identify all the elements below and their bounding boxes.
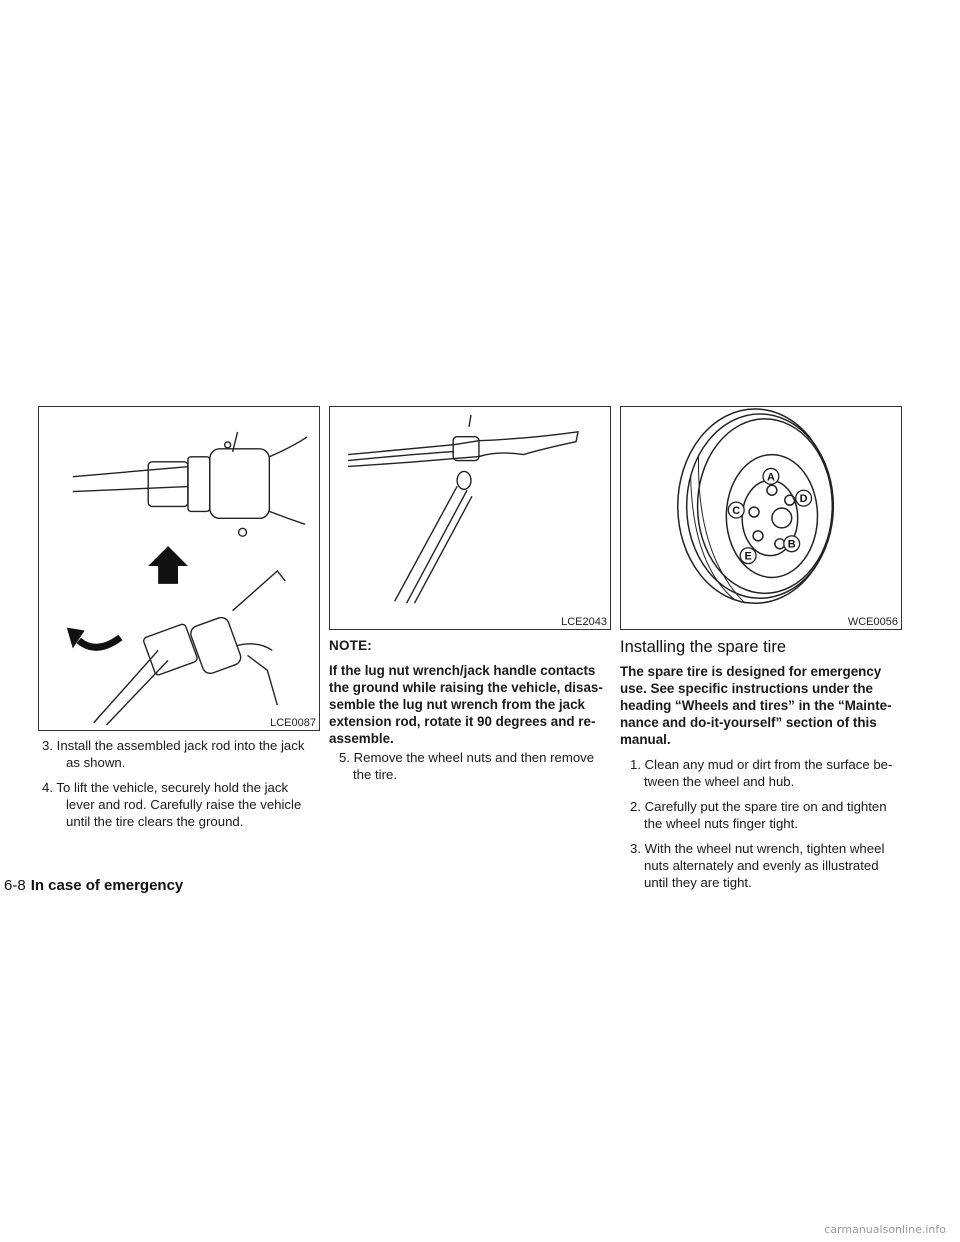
note-heading: NOTE: [329, 638, 372, 653]
step-list [620, 756, 902, 891]
footer-section-title: In case of emergency [30, 877, 184, 894]
figure-code: LCE0087 [270, 717, 316, 729]
figure-spare-tire [620, 406, 902, 630]
column-left [38, 406, 320, 838]
step-3: 3. Install the assembled jack rod into the jack as shown. [42, 738, 305, 770]
spare-tire-illustration [621, 407, 901, 629]
step-list [329, 749, 611, 783]
label-a: A [766, 471, 775, 484]
watermark: carmanualsonline.info [824, 1223, 946, 1236]
page-footer [4, 877, 183, 894]
page-number: 6-8 [4, 877, 26, 894]
up-arrow-icon [148, 546, 188, 584]
step-3: 3. With the wheel nut wrench, tighten wheel nuts alternately and evenly as illustrated until they are tight. [630, 841, 885, 890]
section-title: Installing the spare tire [620, 638, 787, 656]
note-text: If the lug nut wrench/jack handle contacts the ground while raising the vehicle, disas-semble the lug nut wrench from the jack extension rod, rotate it 90 degrees and re-assemble. [329, 663, 603, 746]
rotate-arrow-icon [79, 638, 121, 648]
figure-jack-rod [38, 406, 320, 731]
column-right [620, 406, 902, 899]
step-list [38, 737, 320, 830]
figure-code: WCE0056 [847, 616, 898, 628]
figure-code: LCE2043 [561, 616, 607, 628]
step-2: 2. Carefully put the spare tire on and tighten the wheel nuts finger tight. [630, 799, 887, 831]
column-middle [329, 406, 611, 791]
label-e: E [744, 550, 752, 563]
label-c: C [732, 505, 741, 518]
jack-rod-illustration [39, 407, 319, 730]
lug-wrench-illustration [330, 407, 610, 629]
figure-lug-wrench [329, 406, 611, 630]
step-1: 1. Clean any mud or dirt from the surface be-tween the wheel and hub. [630, 757, 893, 789]
label-d: D [799, 493, 808, 506]
label-b: B [787, 538, 796, 551]
section-intro: The spare tire is designed for emergency use. See specific instructions under the heading “Wheels and tires” in the “Mainte-nance and do-it-yourself” section of this manual. [620, 664, 892, 747]
step-4: 4. To lift the vehicle, securely hold the jack lever and rod. Carefully raise the vehicle until the tire clears the ground. [42, 780, 302, 829]
step-5: 5. Remove the wheel nuts and then remove the tire. [339, 750, 595, 782]
